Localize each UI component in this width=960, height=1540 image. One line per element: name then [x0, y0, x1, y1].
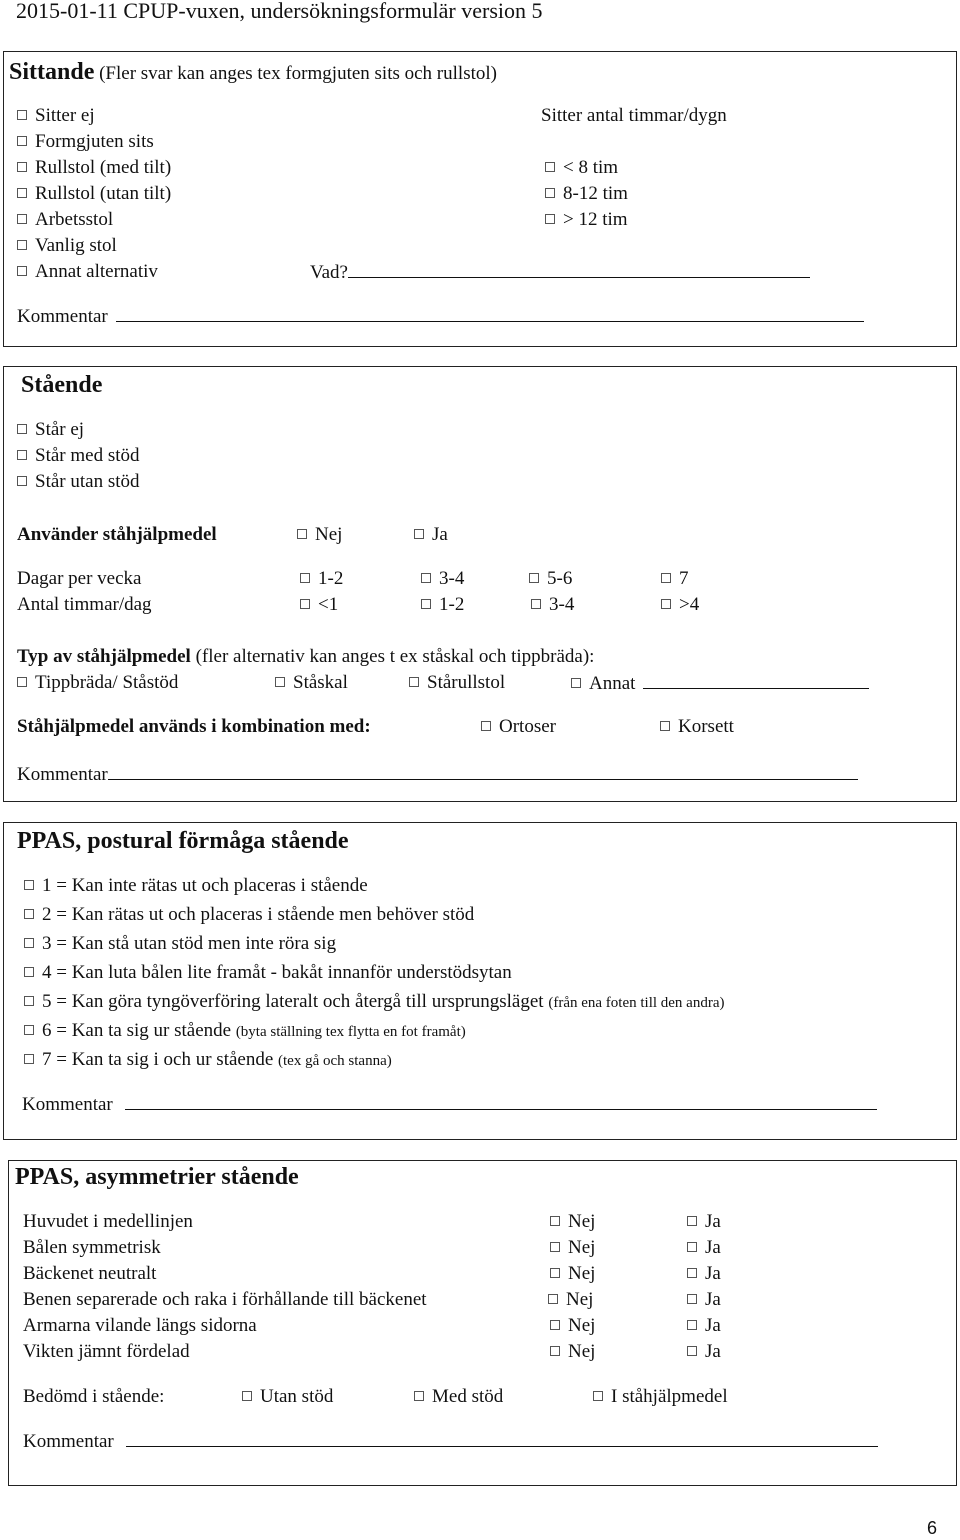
annat-line[interactable]: [643, 673, 869, 689]
kommentar-line[interactable]: [126, 1431, 878, 1447]
checkbox[interactable]: [17, 424, 27, 434]
checkbox[interactable]: [17, 476, 27, 486]
checkbox[interactable]: [687, 1216, 697, 1226]
sittande-heading: [9, 60, 497, 84]
timmar-label: Antal timmar/dag: [17, 594, 152, 615]
document-header: 2015-01-11 CPUP-vuxen, undersökningsformulär version 5: [16, 0, 543, 23]
bedomd-option[interactable]: I ståhjälpmedel: [593, 1387, 728, 1406]
ppas-item[interactable]: 5 = Kan göra tyngöverföring lateralt och återgå till ursprungsläget (från ena foten till den andra): [24, 992, 725, 1011]
ppas-item[interactable]: 3 = Kan stå utan stöd men inte röra sig: [24, 934, 336, 953]
asym-ja[interactable]: Ja: [687, 1212, 721, 1231]
typ-note: (fler alternativ kan anges t ex ståskal och tippbräda):: [195, 646, 595, 667]
asym-nej[interactable]: Nej: [550, 1238, 595, 1257]
kommentar-line[interactable]: [125, 1094, 877, 1110]
checkbox[interactable]: [17, 266, 27, 276]
checkbox[interactable]: [550, 1216, 560, 1226]
typ-option[interactable]: Ståskal: [275, 673, 348, 692]
hours-option[interactable]: 8-12 tim: [545, 184, 628, 203]
ppas-item[interactable]: 1 = Kan inte rätas ut och placeras i stående: [24, 876, 368, 895]
checkbox[interactable]: [24, 909, 34, 919]
checkbox[interactable]: [550, 1346, 560, 1356]
sittande-kommentar[interactable]: Kommentar: [17, 306, 864, 326]
checkbox[interactable]: [550, 1242, 560, 1252]
checkbox[interactable]: [687, 1346, 697, 1356]
typ-option[interactable]: Stårullstol: [409, 673, 505, 692]
asym-ja[interactable]: Ja: [687, 1290, 721, 1309]
checkbox[interactable]: [17, 214, 27, 224]
checkbox[interactable]: [687, 1242, 697, 1252]
sittande-option[interactable]: Annat alternativ: [17, 262, 158, 281]
checkbox[interactable]: [17, 110, 27, 120]
vad-line[interactable]: [348, 262, 810, 278]
sittande-title: Sittande: [9, 59, 95, 85]
checkbox[interactable]: [548, 1294, 558, 1304]
checkbox[interactable]: [550, 1320, 560, 1330]
timmar-option[interactable]: 1-2: [421, 595, 464, 614]
staende-option[interactable]: Står ej: [17, 420, 84, 439]
page-number: 6: [927, 1518, 938, 1538]
ppas-item-note: (byta ställning tex flytta en fot framåt): [235, 1024, 466, 1040]
checkbox[interactable]: [545, 214, 555, 224]
ppas-asym-kommentar[interactable]: Kommentar: [23, 1431, 878, 1451]
checkbox[interactable]: [24, 967, 34, 977]
asym-row-label: Bålen symmetrisk: [23, 1237, 161, 1258]
typ-option[interactable]: Tippbräda/ Ståstöd: [17, 673, 178, 692]
ppas-item[interactable]: 4 = Kan luta bålen lite framåt - bakåt innanför understödsytan: [24, 963, 512, 982]
asym-ja[interactable]: Ja: [687, 1316, 721, 1335]
sittande-option[interactable]: Rullstol (med tilt): [17, 158, 171, 177]
checkbox[interactable]: [17, 162, 27, 172]
typ-heading: [17, 647, 594, 666]
checkbox[interactable]: [17, 450, 27, 460]
checkbox[interactable]: [24, 938, 34, 948]
asym-ja[interactable]: Ja: [687, 1264, 721, 1283]
asym-nej[interactable]: Nej: [550, 1264, 595, 1283]
hjalpmedel-label: Använder ståhjälpmedel: [17, 524, 217, 545]
checkbox[interactable]: [687, 1268, 697, 1278]
typ-label: Typ av ståhjälpmedel: [17, 646, 191, 667]
staende-title: Stående: [21, 372, 103, 398]
checkbox[interactable]: [661, 573, 671, 583]
hjalpmedel-ja[interactable]: Ja: [414, 525, 448, 544]
dagar-option[interactable]: 7: [661, 569, 689, 588]
checkbox[interactable]: [687, 1320, 697, 1330]
dagar-option[interactable]: 5-6: [529, 569, 572, 588]
checkbox[interactable]: [24, 1054, 34, 1064]
bedomd-option[interactable]: Med stöd: [414, 1387, 503, 1406]
checkbox[interactable]: [481, 721, 491, 731]
staende-option[interactable]: Står utan stöd: [17, 472, 140, 491]
asym-nej[interactable]: Nej: [548, 1290, 593, 1309]
asym-row-label: Benen separerade och raka i förhållande till bäckenet: [23, 1289, 427, 1310]
asym-row-label: Bäckenet neutralt: [23, 1263, 157, 1284]
kombination-option[interactable]: Ortoser: [481, 717, 556, 736]
checkbox[interactable]: [421, 599, 431, 609]
checkbox[interactable]: [17, 136, 27, 146]
checkbox[interactable]: [242, 1391, 252, 1401]
kommentar-line[interactable]: [116, 306, 864, 322]
checkbox[interactable]: [24, 996, 34, 1006]
bedomd-label: Bedömd i stående:: [23, 1386, 165, 1407]
vad-field[interactable]: Vad?: [310, 262, 810, 282]
sittande-option[interactable]: Rullstol (utan tilt): [17, 184, 171, 203]
kombination-option[interactable]: Korsett: [660, 717, 734, 736]
hours-title: Sitter antal timmar/dygn: [541, 105, 727, 126]
checkbox[interactable]: [545, 188, 555, 198]
checkbox[interactable]: [24, 880, 34, 890]
hours-option[interactable]: < 8 tim: [545, 158, 618, 177]
checkbox[interactable]: [421, 573, 431, 583]
checkbox[interactable]: [687, 1294, 697, 1304]
checkbox[interactable]: [297, 529, 307, 539]
asym-nej[interactable]: Nej: [550, 1342, 595, 1361]
ppas-item[interactable]: 2 = Kan rätas ut och placeras i stående men behöver stöd: [24, 905, 474, 924]
sittande-option[interactable]: Vanlig stol: [17, 236, 117, 255]
asym-nej[interactable]: Nej: [550, 1212, 595, 1231]
checkbox[interactable]: [275, 677, 285, 687]
checkbox[interactable]: [660, 721, 670, 731]
asym-row-label: Vikten jämnt fördelad: [23, 1341, 190, 1362]
hours-option[interactable]: > 12 tim: [545, 210, 628, 229]
sittande-subtitle: (Fler svar kan anges tex formgjuten sits och rullstol): [99, 63, 497, 84]
checkbox[interactable]: [550, 1268, 560, 1278]
checkbox[interactable]: [409, 677, 419, 687]
checkbox[interactable]: [300, 573, 310, 583]
hjalpmedel-nej[interactable]: Nej: [297, 525, 342, 544]
checkbox[interactable]: [545, 162, 555, 172]
checkbox[interactable]: [300, 599, 310, 609]
sittande-option[interactable]: Formgjuten sits: [17, 132, 154, 151]
checkbox[interactable]: [531, 599, 541, 609]
ppas-item[interactable]: 6 = Kan ta sig ur stående (byta ställning tex flytta en fot framåt): [24, 1021, 466, 1040]
staende-option[interactable]: Står med stöd: [17, 446, 140, 465]
kombination-label: Ståhjälpmedel används i kombination med:: [17, 716, 371, 737]
checkbox[interactable]: [593, 1391, 603, 1401]
checkbox[interactable]: [414, 529, 424, 539]
ppas-asym-title: PPAS, asymmetrier stående: [15, 1164, 299, 1190]
dagar-option[interactable]: 3-4: [421, 569, 464, 588]
checkbox[interactable]: [17, 240, 27, 250]
checkbox[interactable]: [414, 1391, 424, 1401]
typ-option[interactable]: Annat: [571, 673, 869, 693]
asym-row-label: Huvudet i medellinjen: [23, 1211, 193, 1232]
asym-nej[interactable]: Nej: [550, 1316, 595, 1335]
bedomd-option[interactable]: Utan stöd: [242, 1387, 333, 1406]
checkbox[interactable]: [17, 188, 27, 198]
checkbox[interactable]: [571, 678, 581, 688]
ppas-item[interactable]: 7 = Kan ta sig i och ur stående (tex gå och stanna): [24, 1050, 392, 1069]
checkbox[interactable]: [24, 1025, 34, 1035]
checkbox[interactable]: [529, 573, 539, 583]
ppas-item-note: (från ena foten till den andra): [548, 995, 725, 1011]
ppas-item-note: (tex gå och stanna): [278, 1053, 392, 1069]
dagar-option[interactable]: 1-2: [300, 569, 343, 588]
staende-kommentar[interactable]: Kommentar: [17, 764, 858, 784]
asym-row-label: Armarna vilande längs sidorna: [23, 1315, 257, 1336]
timmar-option[interactable]: <1: [300, 595, 338, 614]
timmar-option[interactable]: >4: [661, 595, 699, 614]
dagar-label: Dagar per vecka: [17, 568, 142, 589]
ppas-postural-kommentar[interactable]: Kommentar: [22, 1094, 877, 1114]
kommentar-line[interactable]: [108, 764, 858, 780]
asym-ja[interactable]: Ja: [687, 1342, 721, 1361]
ppas-postural-title: PPAS, postural förmåga stående: [17, 828, 349, 854]
timmar-option[interactable]: 3-4: [531, 595, 574, 614]
checkbox[interactable]: [17, 677, 27, 687]
asym-ja[interactable]: Ja: [687, 1238, 721, 1257]
sittande-option[interactable]: Arbetsstol: [17, 210, 113, 229]
sittande-option[interactable]: Sitter ej: [17, 106, 95, 125]
checkbox[interactable]: [661, 599, 671, 609]
